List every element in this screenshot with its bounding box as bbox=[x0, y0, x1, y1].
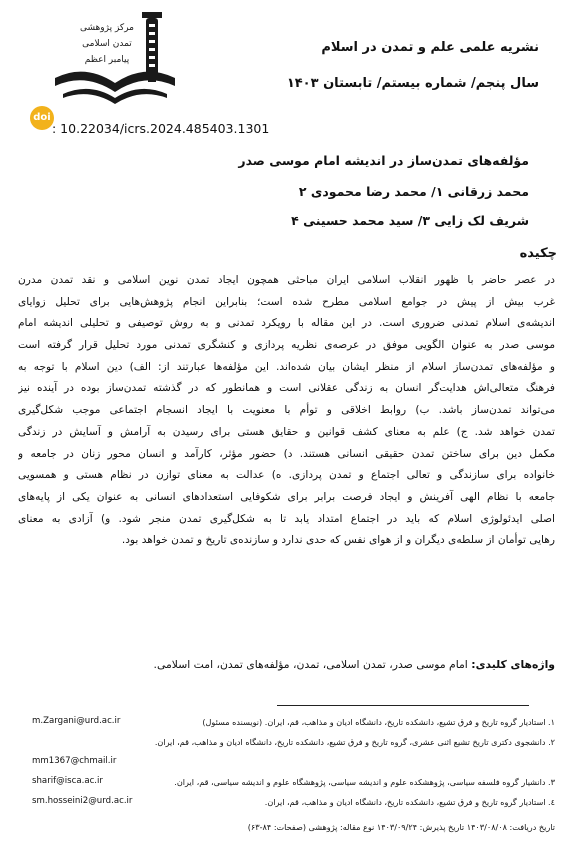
footnote-4-email[interactable]: sm.hosseini2@urd.ac.ir bbox=[32, 796, 133, 806]
journal-logo bbox=[45, 8, 185, 108]
keywords bbox=[154, 658, 555, 671]
authors-line-2: شریف لک زایی ۳/ سید محمد حسینی ۴ bbox=[291, 213, 529, 228]
footnote-3-email[interactable]: sharif@isca.ac.ir bbox=[32, 776, 103, 786]
journal-issue: سال پنجم/ شماره بیستم/ تابستان ۱۴۰۳ bbox=[286, 76, 539, 91]
abstract-line: موسی صدر به عنوان الگویی موفق در عرصه‌ی نظریه پردازی و کنشگری تمدنی مورد تحلیل قرار گرفته است bbox=[18, 339, 555, 352]
abstract-body bbox=[18, 270, 555, 552]
abstract-heading: چکیده bbox=[519, 246, 557, 261]
footnote-1-email[interactable]: m.Zargani@urd.ac.ir bbox=[32, 716, 121, 726]
footnote-2: ۲. دانشجوی دکتری تاریخ تشیع اثنی عشری، گروه تاریخ و فرق تشیع، دانشکده تاریخ، دانشگاه ادیان و مذاهب، قم، ایران. bbox=[154, 737, 555, 747]
abstract-line: رهایی توأمان از سلطه‌ی دیگران و از هوای نفس که حدی ندارد و سازنده‌ی تاریخ و تمدن خواهد بود. bbox=[121, 534, 555, 547]
abstract-line: فرهنگ متعالی‌اش هدایت‌گر انسان به زندگی عقلانی است و همانطور که در گذشته تمدن‌ساز بوده در آینده نیز bbox=[18, 382, 555, 395]
doi-link[interactable]: : 10.22034/icrs.2024.485403.1301 bbox=[52, 121, 270, 136]
footnote-3: ۳. دانشیار گروه فلسفه سیاسی، پژوهشکده علوم و اندیشه سیاسی، پژوهشگاه علوم و اندیشه سیاسی، قم، ایران. bbox=[174, 777, 555, 787]
authors-line-1: محمد زرقانی ۱/ محمد رضا محمودی ۲ bbox=[298, 184, 529, 199]
journal-name: نشریه علمی علم و تمدن در اسلام bbox=[321, 40, 539, 55]
logo-text-3: پیامبر اعظم bbox=[84, 55, 130, 65]
abstract-line: می‌تواند تمدن‌ساز باشد. ب) روابط اخلاقی و توأم با معنویت با ایجاد انسجام اجتماعی موجب شکل‌گیری bbox=[18, 404, 555, 417]
footnote-1: ۱. استادیار گروه تاریخ و فرق تشیع، دانشکده تاریخ، دانشگاه ادیان و مذاهب، قم، ایران. (نویسنده مسئول) bbox=[202, 717, 555, 727]
abstract-line: در عصر حاضر با ظهور انقلاب اسلامی ایران مباحثی همچون ایجاد تمدن نوین اسلامی و نقد تمدن مدرن bbox=[18, 274, 555, 286]
article-dates: تاریخ دریافت: ۱۴۰۳/۰۸/۰۸ تاریخ پذیرش: ۱۴۰۳/۰۹/۲۴ نوع مقاله: پژوهشی (صفحات: ۸۴-۶۳) bbox=[247, 822, 555, 832]
keywords-label: واژه‌های کلیدی: bbox=[471, 658, 555, 671]
footnote-4: ٤. استادیار گروه تاریخ و فرق تشیع، دانشکده تاریخ، دانشگاه ادیان و مذاهب، قم، ایران. bbox=[264, 797, 555, 807]
logo-text-2: تمدن اسلامی bbox=[82, 39, 132, 49]
abstract-line: و مؤلفه‌های تمدن‌ساز اسلام از منظر ایشان بیان شده‌اند. این مؤلفه‌ها عبارتند از: الف) دین اسلام با توجه به bbox=[18, 360, 555, 373]
footnote-divider bbox=[277, 705, 529, 706]
article-title: مؤلفه‌های تمدن‌ساز در اندیشه امام موسی صدر bbox=[238, 153, 529, 168]
logo-text-1: مرکز پژوهشی bbox=[80, 23, 134, 33]
abstract-line: مکمل دین برای ساختن تمدن حقیقی انسانی هستند. د) حضور مؤثر، کارآمد و انسان محور زنان در جامعه و bbox=[18, 447, 555, 460]
abstract-line: غرب بیش از پیش در جوامع اسلامی مطرح شده است؛ بنابراین انجام پژوهش‌هایی برای تحلیل زوایای bbox=[18, 295, 555, 308]
footnote-2-email[interactable]: mm1367@chmail.ir bbox=[32, 756, 117, 766]
doi-icon: doi bbox=[30, 106, 54, 130]
abstract-line: تمدن خواهد شد. ج) علم به معنای کشف قوانین و حقایق هستی برای رسیدن به آرامش و آسایش در زندگی bbox=[18, 425, 555, 438]
abstract-line: جامعه با نظام الهی آفرینش و ایجاد فرصت برابر برای شکوفایی استعدادهای انسانی به عنوان یکی از پایه‌های bbox=[18, 490, 555, 503]
keywords-text: امام موسی صدر، تمدن اسلامی، تمدن، مؤلفه‌های تمدن، امت اسلامی. bbox=[153, 658, 472, 671]
abstract-line: اصلی ایدئولوژی اسلام که باید در اجتماع امتداد یابد تا به شکل‌گیری تمدن منجر شود. و) آزادی به معنای bbox=[18, 512, 555, 525]
abstract-line: خانواده برای سازندگی و تعالی اجتماع و تمدن پردازی. ه) عدالت به معنای توازن در نظام هستی و همسویی bbox=[18, 469, 555, 482]
abstract-line: اندیشه‌ی اسلام تمدنی ضروری است. در این مقاله با رویکرد تمدنی و به روش توصیفی و تحلیلی اندیشه امام bbox=[18, 317, 555, 330]
